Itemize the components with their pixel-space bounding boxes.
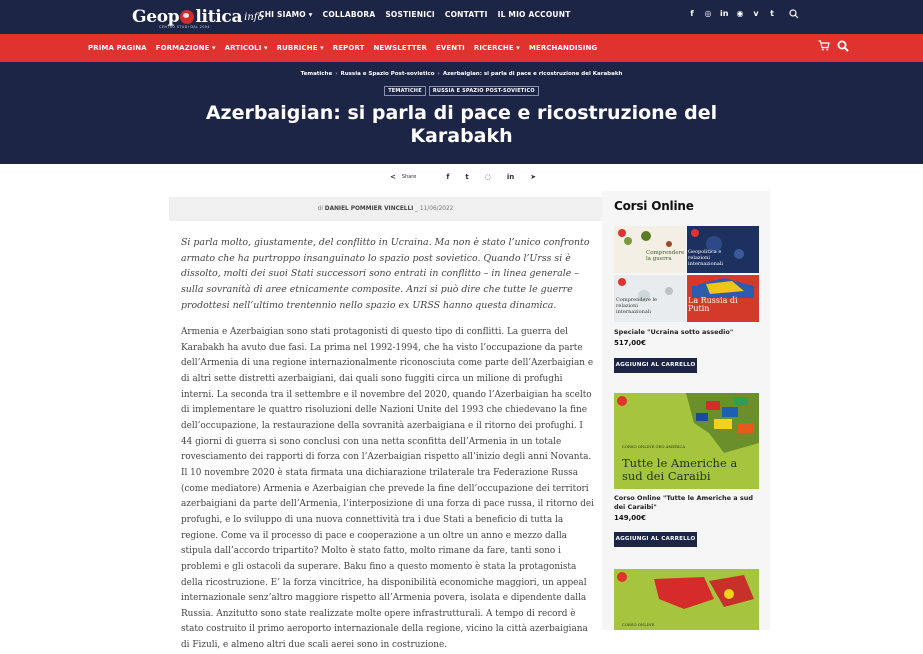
nav-rubriche[interactable]: RUBRICHE ▾ — [276, 44, 324, 52]
byline-separator: _ — [415, 206, 419, 212]
share-label: Share — [401, 174, 417, 180]
course-image-kicker-americhe: CORSO ONLINE GEO AMERICA — [622, 444, 686, 449]
logo-text-a: Geop — [132, 7, 180, 27]
add-to-cart-button-americhe[interactable]: AGGIUNGI AL CARRELLO — [614, 532, 697, 547]
category-tags — [0, 86, 923, 96]
breadcrumb — [0, 71, 923, 77]
byline — [169, 197, 602, 221]
cart-icon[interactable] — [818, 40, 830, 51]
course-price-ucraina: 517,00€ — [614, 339, 646, 347]
article-body: Armenia e Azerbaigian sono stati protagonisti di questo tipo di conflitti. La guerra del Karabakh ha avuto due fasi. La prima nel 1992-1994, che ha visto l’occupazione da parte dell’Armenia di una regione internazionalmente riconosciuta come parte dell’Azerbaigian e di altri sette distretti azerbaigiani, dai quali sono fuggiti circa un milione di profughi interni. La seconda tra il settembre e il novembre del 2020, quando l’Azerbaigian ha scelto di implementare le quattro risoluzioni delle Nazioni Unite del 1993 che chiedevano la fine dell’occupazione, la restaurazione della sovranità azerbaigiana e il ritorno dei profughi. I 44 giorni di guerra si sono conclusi con una netta sconfitta dell’Armenia in un totale rovesciamento dei rapporti di forza con l’Azerbaigian rispetto all’inizio degli anni Novanta. Il 10 novembre 2020 è stata firmata una dichiarazione trilaterale tra Federazione Russa (come mediatore) Armenia e Azerbaigian che prevede la fine dell’occupazione dei territori azerbaigiani da parte dell’Armenia, l’interposizione di una forza di pace russa, il ritorno dei profughi, e lo sviluppo di una nuova connettività tra i due Stati a beneficio di tutta la regione. Come va il processo di pace e cooperazione a un oltre un anno e mezzo dalla stipula dall’accordo tripartito? Molto è stato fatto, molto rimane da fare, tanti sono i problemi e gli ostacoli da superare. Baku fino a questo momento è stata la protagonista della ricostruzione. E’ la forza vincitrice, ha disponibilità economiche maggiori, un appeal internazionale senz’altro maggiore rispetto all’Armenia povera, isolata e dipendente dalla Russia. Anzitutto sono state realizzate molte opere infrastrutturali. A tempo di record è stato costruito il primo aeroporto internazionale della regione, vicino la città azerbaigiana di Fizuli, e almeno altri due scali aerei sono in costruzione. — [181, 327, 594, 651]
top-nav-account[interactable]: IL MIO ACCOUNT — [497, 10, 571, 19]
twitter-share-icon[interactable]: t — [465, 173, 469, 181]
facebook-share-icon[interactable]: f — [446, 173, 450, 181]
breadcrumb-item-current: Azerbaigian: si parla di pace e ricostruzione del Karabakh — [442, 71, 623, 77]
nav-ricerche[interactable]: RICERCHE ▾ — [473, 44, 520, 52]
article-header — [0, 62, 923, 164]
thumb-title-3: Comprendere le relazioni internazionali — [616, 297, 658, 315]
top-nav — [259, 10, 571, 19]
thumb-title-4: La Russia di Putin — [688, 296, 738, 313]
main-nav — [0, 34, 923, 62]
page-title: Azerbaigian: si parla di pace e ricostruzione del Karabakh — [205, 102, 718, 147]
nav-rubriche-label: RUBRICHE — [276, 44, 318, 52]
sidebar — [602, 191, 770, 630]
nav-eventi[interactable]: EVENTI — [436, 44, 465, 52]
vimeo-icon[interactable]: v — [753, 9, 759, 18]
twitter-icon[interactable]: t — [770, 9, 774, 18]
facebook-icon[interactable]: f — [690, 9, 694, 18]
top-nav-chi-siamo-label: CHI SIAMO — [259, 10, 306, 19]
top-nav-contatti[interactable]: CONTATTI — [444, 10, 488, 19]
share-bar — [390, 173, 536, 181]
breadcrumb-separator: › — [437, 71, 440, 77]
thumb-title-2: Geopolitica e relazioni internazionali — [688, 249, 724, 267]
nav-search-icon[interactable] — [837, 40, 849, 52]
logo-text-b: litica — [195, 7, 243, 27]
top-nav-collabora[interactable]: COLLABORA — [322, 10, 376, 19]
linkedin-share-icon[interactable]: in — [506, 173, 515, 181]
breadcrumb-separator: › — [335, 71, 338, 77]
instagram-icon[interactable]: ◎ — [704, 9, 712, 18]
nav-prima-pagina[interactable]: PRIMA PAGINA — [88, 44, 147, 52]
author-name[interactable]: DANIEL POMMIER VINCELLI — [324, 206, 414, 212]
linkedin-icon[interactable]: in — [720, 9, 729, 18]
byline-prefix: di — [317, 206, 323, 212]
add-to-cart-button-ucraina[interactable]: AGGIUNGI AL CARRELLO — [614, 358, 697, 373]
nav-articoli[interactable]: ARTICOLI ▾ — [224, 44, 268, 52]
logo-subtitle: CENTRO STUDI DAL 2004 — [159, 25, 210, 29]
course-title-ucraina[interactable]: Speciale "Ucraina sotto assedio" — [614, 328, 734, 336]
social-links — [688, 9, 776, 18]
top-nav-sostienici[interactable]: SOSTIENICI — [385, 10, 435, 19]
logo-info: info — [244, 11, 264, 23]
search-icon[interactable] — [789, 9, 799, 19]
whatsapp-share-icon[interactable]: ◌ — [484, 173, 491, 181]
publish-date: 11/06/2022 — [419, 206, 454, 212]
telegram-share-icon[interactable]: ➤ — [530, 173, 537, 181]
tag-russia[interactable]: RUSSIA E SPAZIO POST-SOVIETICO — [429, 86, 539, 96]
top-bar — [0, 0, 923, 34]
top-nav-chi-siamo[interactable]: CHI SIAMO ▾ — [259, 10, 313, 19]
course-image-kicker-third: CORSO ONLINE — [622, 622, 655, 627]
course-title-americhe[interactable]: Corso Online "Tutte le Americhe a sud dei Caraibi" — [614, 494, 754, 511]
breadcrumb-item-tematiche[interactable]: Tematiche — [300, 71, 333, 77]
course-price-americhe: 149,00€ — [614, 514, 646, 522]
nav-report[interactable]: REPORT — [332, 44, 365, 52]
nav-articoli-label: ARTICOLI — [224, 44, 262, 52]
sidebar-title: Corsi Online — [614, 199, 694, 213]
article-lead: Si parla molto, giustamente, del conflitto in Ucraina. Ma non è stato l’unico confronto armato che ha purtroppo insanguinato lo spazio post sovietico. Quando l’Urss si è dissolto, molti dei suoi Stati successori sono entrati in conflitto – in linea generale – sulla sovranità di aree etnicamente composite. Anzi si può dire che tutte le guerre prodottesi nell’ultimo trentennio nello spazio ex URSS hanno questa dinamica. — [181, 237, 590, 311]
nav-newsletter[interactable]: NEWSLETTER — [373, 44, 427, 52]
breadcrumb-item-russia[interactable]: Russia e Spazio Post-sovietico — [340, 71, 435, 77]
nav-formazione-label: FORMAZIONE — [155, 44, 210, 52]
tag-tematiche[interactable]: TEMATICHE — [384, 86, 426, 96]
course-image-title-americhe: Tutte le Americhe a sud dei Caraibi — [622, 456, 738, 483]
share-icon[interactable]: < — [390, 173, 396, 181]
nav-formazione[interactable]: FORMAZIONE ▾ — [155, 44, 216, 52]
logo-globe-icon — [180, 10, 194, 24]
course-image-third[interactable] — [614, 569, 759, 630]
podcast-icon[interactable]: ◉ — [736, 9, 744, 18]
thumb-title-1: Comprendere la guerra — [646, 250, 685, 262]
nav-merchandising[interactable]: MERCHANDISING — [528, 44, 598, 52]
nav-ricerche-label: RICERCHE — [473, 44, 514, 52]
